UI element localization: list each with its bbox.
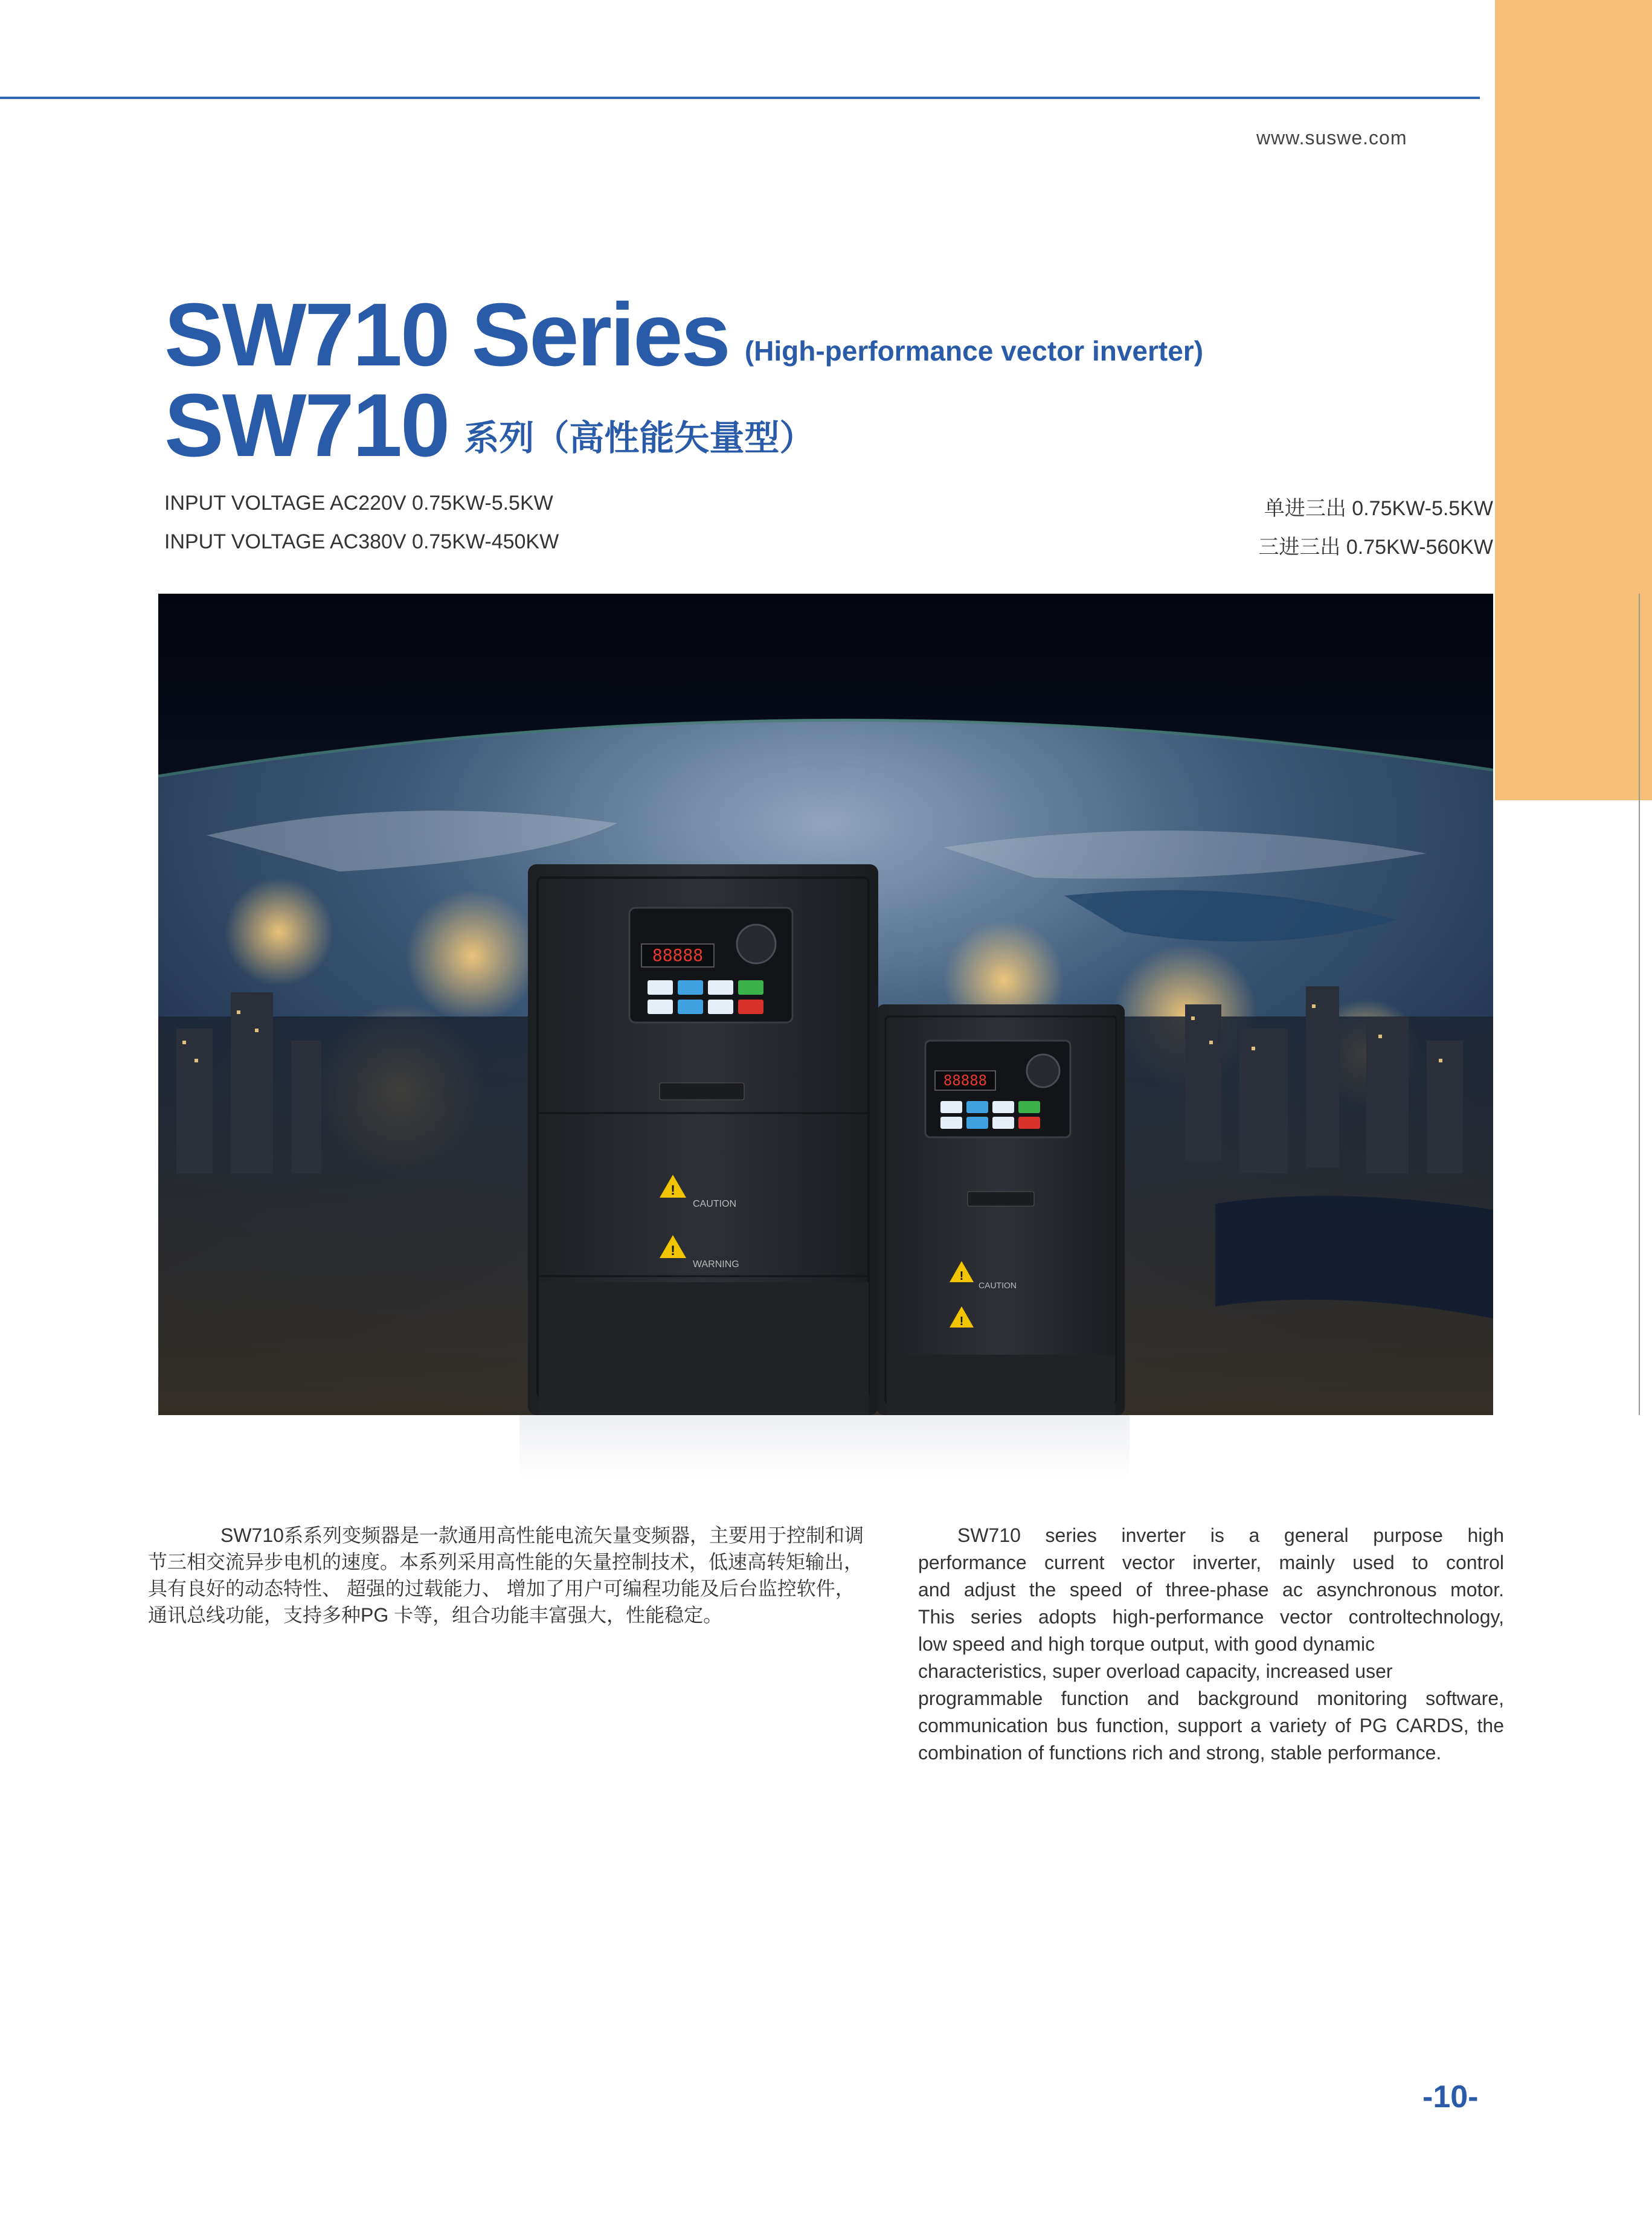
spec-right-1: 单进三出 0.75KW-5.5KW [1264,497,1493,520]
title-main-zh: SW710 [164,376,449,475]
zh-line: SW710系系列变频器是一款通用高性能电流矢量变频器，主要用于控制和调 [220,1524,864,1546]
title-subtitle-en: (High-performance vector inverter) [744,335,1204,367]
en-line: combination of functions rich and strong, stable performance. [918,1742,1442,1764]
title-chinese [164,374,814,477]
svg-text:!: ! [670,1183,675,1198]
page-number: -10- [1422,2079,1479,2114]
side-accent-tab [1495,0,1652,800]
description-chinese [148,1522,864,1628]
spec-left-1: INPUT VOLTAGE AC220V 0.75KW-5.5KW [164,492,553,515]
svg-text:!: ! [959,1315,964,1328]
website-url[interactable]: www.suswe.com [1256,127,1407,149]
en-line: characteristics, super overload capacity, increased user [918,1660,1393,1682]
zh-line: 通讯总线功能，支持多种PG 卡等，组合功能丰富强大，性能稳定。 [148,1604,723,1626]
hero-side-rule [1639,594,1640,1415]
en-line: programmable function and background monitoring software, [918,1687,1504,1709]
svg-text:WARNING: WARNING [693,1259,739,1270]
header-rule [0,97,1480,99]
svg-text:88888: 88888 [943,1072,988,1089]
spec-left-2: INPUT VOLTAGE AC380V 0.75KW-450KW [164,530,559,553]
svg-text:!: ! [959,1270,964,1283]
product-reflection [519,1415,1130,1482]
en-line: and adjust the speed of three-phase ac asynchronous motor. [918,1579,1504,1601]
inverter-small-unit [877,1004,1125,1415]
zh-line: 节三相交流异步电机的速度。本系列采用高性能的矢量控制技术，低速高转矩输出， [148,1551,864,1573]
en-line: low speed and high torque output, with good dynamic [918,1633,1375,1655]
svg-text:!: ! [670,1243,675,1258]
svg-text:CAUTION: CAUTION [693,1199,736,1209]
en-line: communication bus function, support a variety of PG CARDS, the [918,1715,1504,1736]
inverter-large-unit [528,864,878,1415]
spec-right-2: 三进三出 0.75KW-560KW [1258,536,1493,559]
svg-text:88888: 88888 [652,945,704,965]
title-main-en: SW710 Series [164,285,729,385]
hero-image [158,594,1493,1415]
en-line: SW710 series inverter is a general purpose high [957,1524,1504,1546]
zh-line: 具有良好的动态特性、 超强的过载能力、 增加了用户可编程功能及后台监控软件， [148,1578,855,1599]
description-english [918,1522,1504,1767]
title-subtitle-zh: 系列（高性能矢量型） [464,419,815,458]
title-english [164,284,1203,387]
en-line: This series adopts high-performance vector controltechnology, [918,1606,1504,1628]
svg-text:CAUTION: CAUTION [979,1280,1017,1290]
en-line: performance current vector inverter, mainly used to control [918,1552,1504,1573]
